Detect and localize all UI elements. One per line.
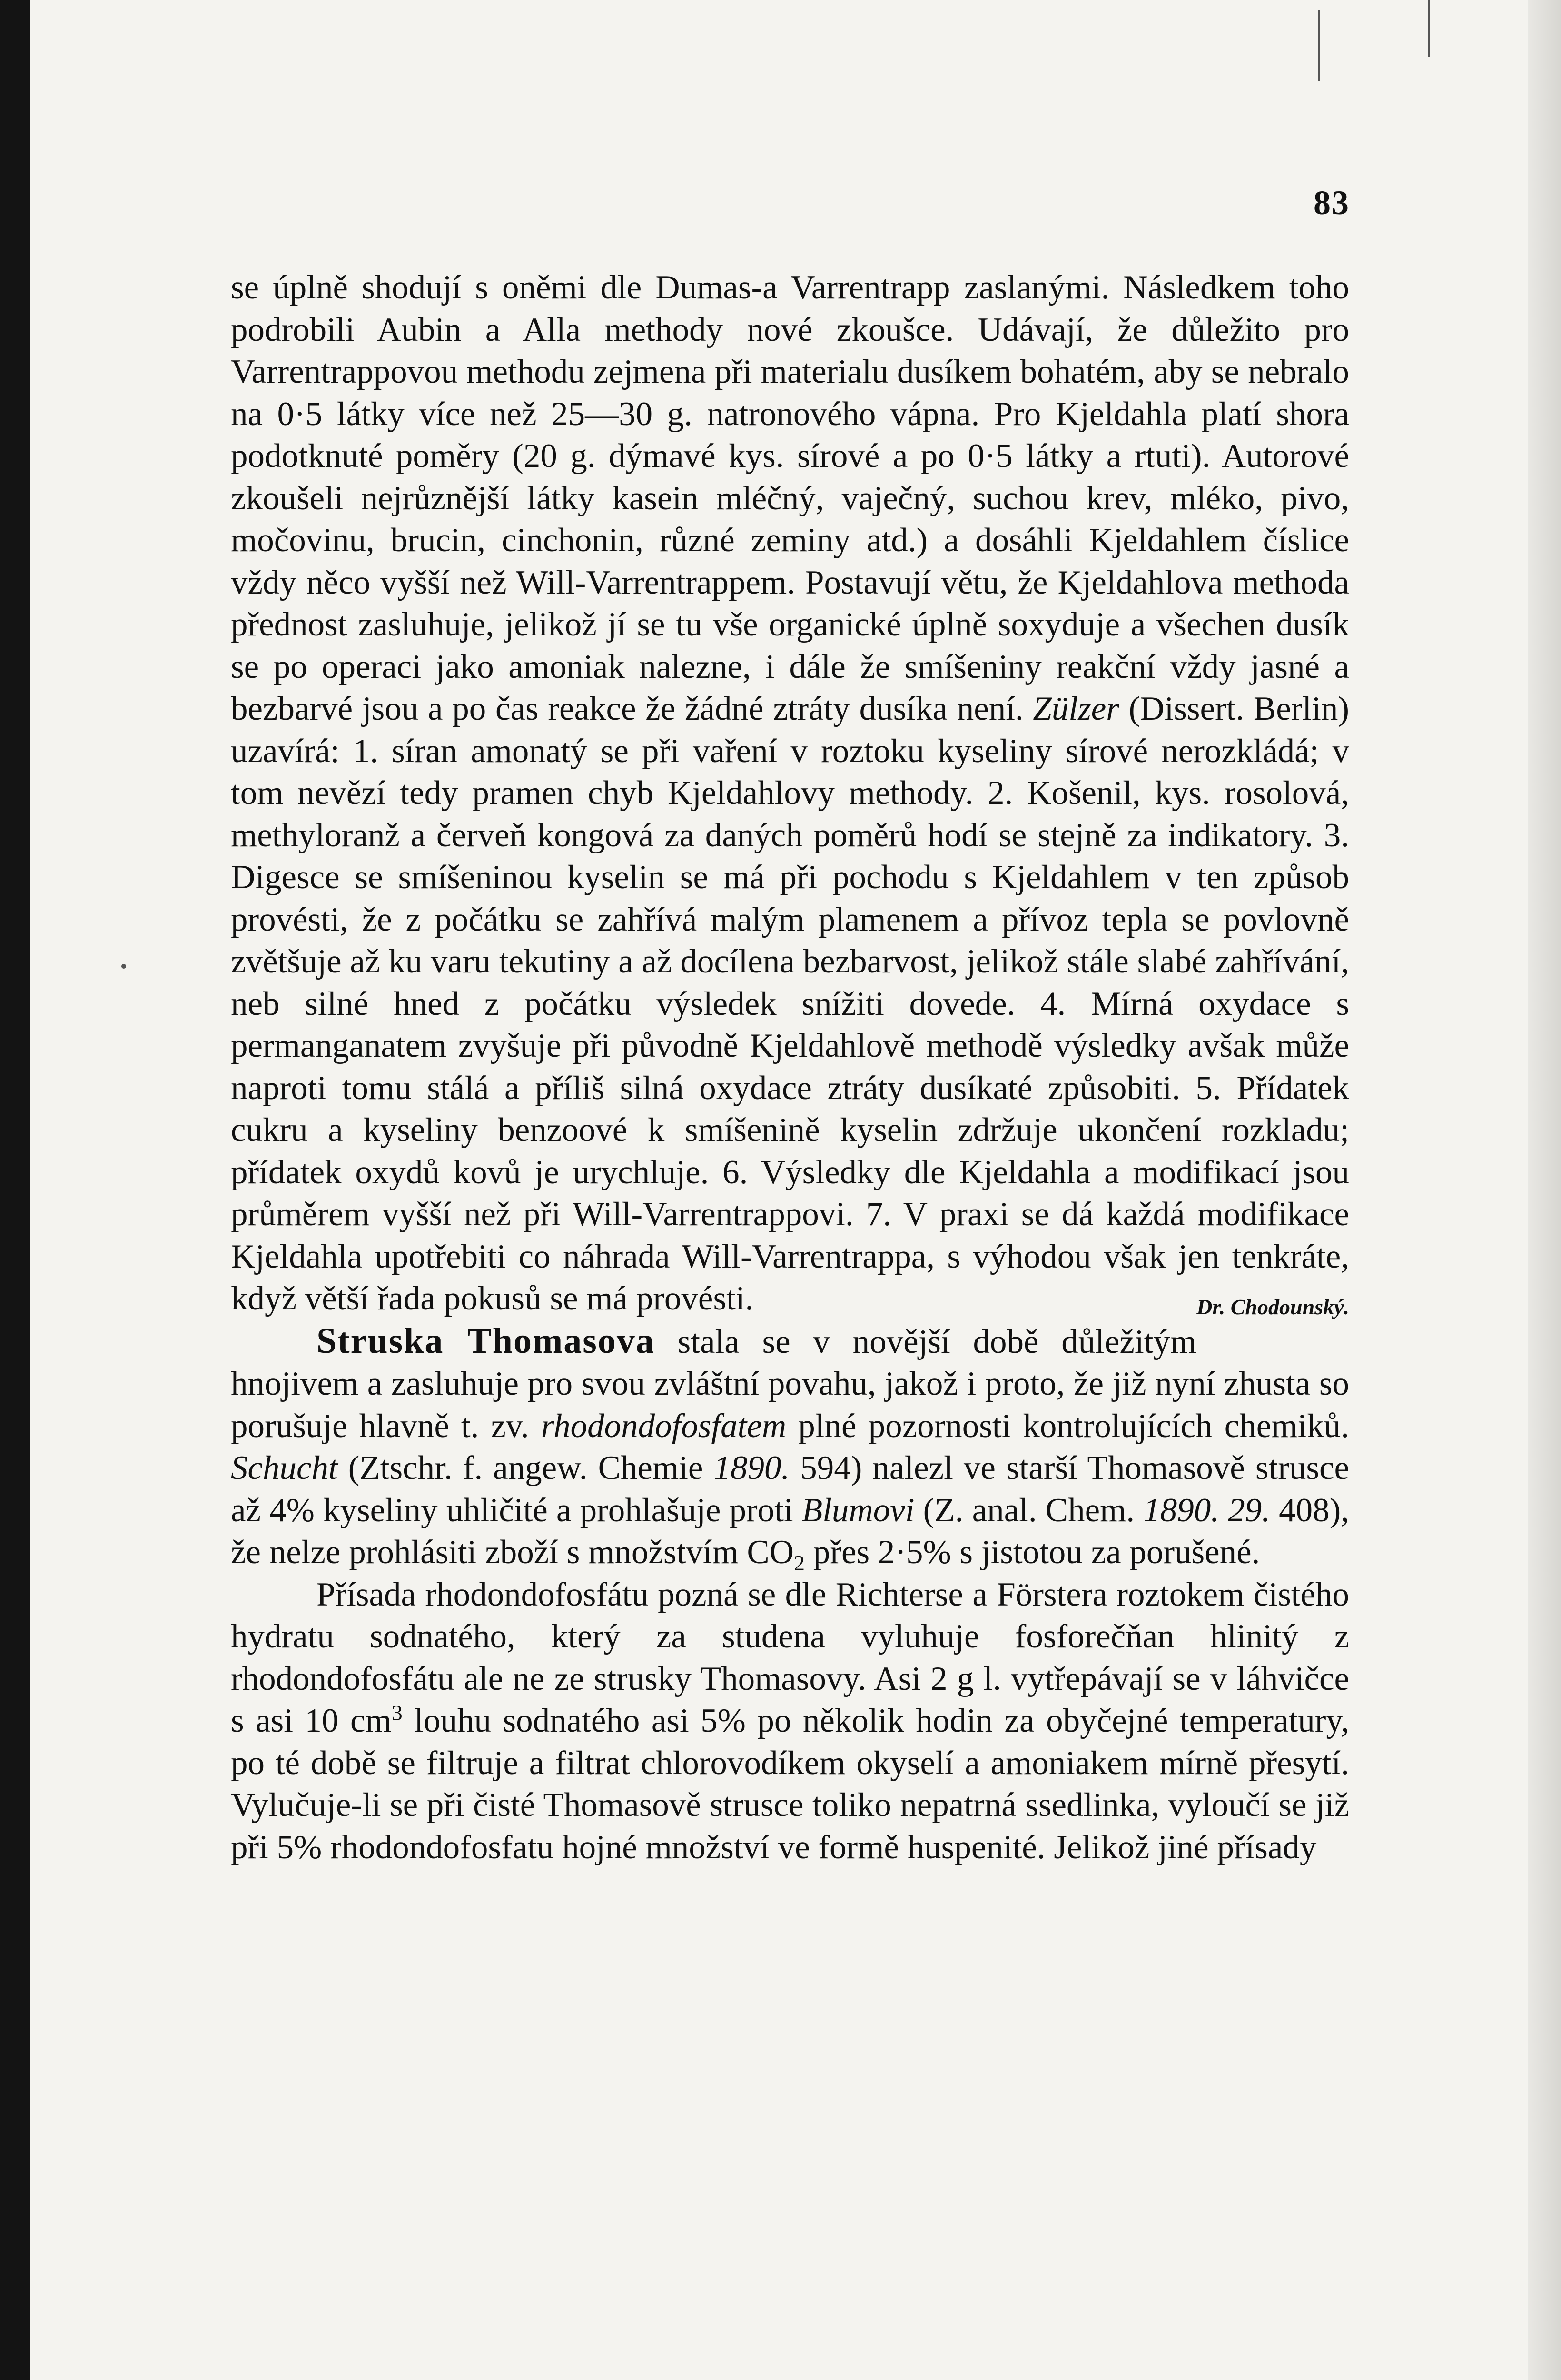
scan-border-right: [1528, 0, 1561, 2380]
author-name-schucht: Schucht: [231, 1449, 338, 1487]
paragraph-2-text-b: plné pozornosti kontrolujících chemiků.: [798, 1407, 1349, 1445]
page-number: 83: [1314, 184, 1350, 222]
author-name-zulzer: Zülzer: [1033, 690, 1119, 727]
percent-sign: %: [294, 1828, 322, 1866]
section-heading: Struska Thomasova: [316, 1320, 655, 1361]
paragraph-3-text-c: po několik hodin za obyčejné temperatury, po té době se filtruje a filtrat chlorovodíkem okyselí a amoniakem mírně přesytí. Vylučuje-li se při čisté Thomasově strusce toliko nepatrná ssedlinka, vyloučí se již při 5: [231, 1702, 1349, 1866]
co2-subscript: 2: [794, 1551, 805, 1576]
paragraph-3-text-b: louhu sodnatého asi 5: [414, 1702, 718, 1739]
term-rhodondofosfat: rhodondofosfatem: [541, 1407, 787, 1445]
paragraph-1-text-b: (Dissert. Berlin) uzavírá: 1. síran amonatý se při vaření v roztoku kyseliny sírové nerozkládá; v tom nevězí tedy pramen chyb Kjeldahlovy methody. 2. Košenil, kys. rosolová, methyloranž a červeň kongová za daných poměrů hodí se stejně za indikatory. 3. Digesce se smíšeninou kyselin se má při pochodu s Kjeldahlem v ten způsob provésti, že z počátku se zahřívá malým plamenem a přívoz tepla se povlovně zvětšuje až ku varu tekutiny a až docílena bezbarvost, jelikož stále slabé zahřívání, neb silné hned z počátku výsledek snížiti dovede. 4. Mírná oxydace s permanganatem zvyšuje při původně Kjeldahlově methodě výsledky avšak může naproti tomu stálá a příliš silná oxydace ztráty dusíkaté způsobiti. 5. Přídatek cukru a kyseliny benzoové k smíšenině kyselin zdržuje ukončení rozkladu; přídatek oxydů kovů je urychluje. 6. Výsledky dle Kjeldahla a modifikací jsou průměrem vyšší než při Will-Varrentrappovi. 7. V praxi se dá každá modifikace Kjeldahla upotřebiti co náhrada Will-Varrentrappa, s výhodou však jen tenkráte, když větší řada pokusů se má provésti.: [231, 690, 1350, 1317]
paragraph-2-text-i: s jistotou za porušené.: [959, 1534, 1260, 1571]
paragraph-1: [231, 267, 1349, 1320]
volume-29: 29.: [1228, 1491, 1270, 1529]
author-name-blumovi: Blumovi: [801, 1491, 915, 1529]
scan-artifact-dot: [121, 964, 126, 969]
paragraph-1-text-a: se úplně shodují s oněmi dle Dumas-a Varrentrapp zaslanými. Následkem toho podrobili Aubin a Alla methody nové zkoušce. Udávají, že důležito pro Varrentrappovou methodu zejmena při materialu dusíkem bohatém, aby se nebralo na 0·5 látky více než 25—30 g. natronového vápna. Pro Kjeldahla platí shora podotknuté poměry (20 g. dýmavé kys. sírové a po 0·5 látky a rtuti). Autorové zkoušeli nejrůznější látky kasein mléčný, vaječný, suchou krev, mléko, pivo, močovinu, brucin, cinchonin, různé zeminy atd.) a dosáhli Kjeldahlem číslice vždy něco vyšší než Will-Varrentrappem. Postavují větu, že Kjeldahlova methoda přednost zasluhuje, jelikož jí se tu vše organické úplně soxyduje a všechen dusík se po operaci jako amoniak nalezne, i dále že smíšeniny reakční vždy jasné a bezbarvé jsou a po čas reakce že žádné ztráty dusíka není.: [231, 269, 1349, 727]
signature: Dr. Chodounský.: [1196, 1295, 1349, 1319]
year-1890-a: 1890.: [713, 1449, 790, 1487]
paragraph-2-text-h: přes 2·5: [813, 1534, 923, 1571]
paragraph-2-text-e: kyseliny uhličité a prohlašuje proti: [323, 1491, 793, 1529]
paragraph-2-text-f: (Z. anal. Chem.: [923, 1491, 1135, 1529]
scan-artifact-line: [1318, 10, 1320, 81]
year-1890-b: 1890.: [1143, 1491, 1220, 1529]
paragraph-2-text-g: 408), že nelze prohlásiti zboží s množstvím CO: [231, 1491, 1350, 1571]
paragraph-3-text-a: Přísada rhodondofosfátu pozná se dle Richterse a Förstera roztokem čistého hydratu sodnatého, který za studena vyluhuje fosforečňan hlinitý z rhodondofosfátu ale ne ze strusky Thomasovy. Asi 2 g l. vytřepávají se v láhvičce s asi 10 cm: [231, 1576, 1349, 1739]
body-text: [231, 267, 1349, 1868]
percent-sign: %: [286, 1491, 315, 1529]
paragraph-2: [231, 1320, 1349, 1574]
paragraph-2-text-c: (Ztschr. f. angew. Chemie: [348, 1449, 703, 1487]
paragraph-3-text-d: rhodondofosfatu hojné množství ve formě huspenité. Jelikož jiné přísady: [330, 1828, 1317, 1866]
paragraph-3: [231, 1574, 1349, 1869]
scan-border-left: [0, 0, 30, 2380]
cm3-superscript: 3: [391, 1700, 403, 1725]
scan-artifact-line: [1428, 0, 1430, 57]
paragraph-2-text-d: 594) nalezl ve starší Thomasově strusce až 4: [231, 1449, 1349, 1529]
paragraph-2-text-a: stala se v novější době důležitým hnojivem a zasluhuje pro svou zvláštní povahu, jakož i proto, že již nyní zhusta so porušuje hlavně t. zv.: [231, 1323, 1349, 1445]
percent-sign: %: [717, 1702, 746, 1739]
percent-sign: %: [923, 1534, 951, 1571]
